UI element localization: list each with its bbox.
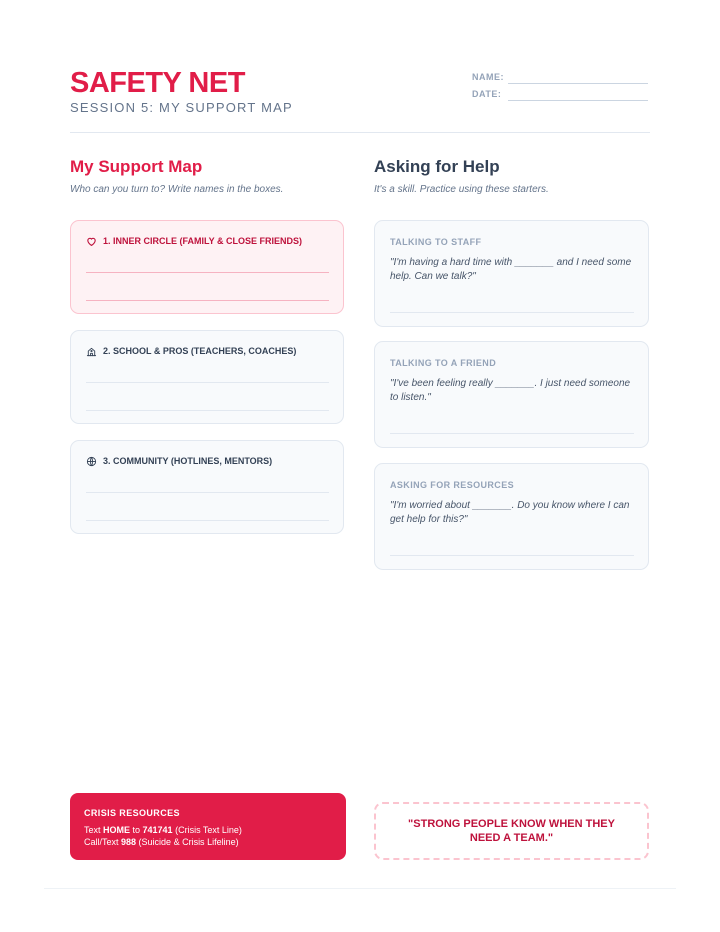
crisis-call-prefix: Call/Text: [84, 837, 122, 847]
inner-circle-box[interactable]: [70, 220, 344, 314]
school-pros-title: [86, 345, 296, 357]
school-pros-box[interactable]: [70, 330, 344, 424]
date-line: [508, 100, 648, 101]
name-field[interactable]: [472, 71, 650, 87]
help-card-friend[interactable]: [374, 341, 649, 448]
crisis-text-line: [84, 824, 332, 836]
community-label: 3. COMMUNITY (HOTLINES, MENTORS): [103, 456, 273, 466]
name-label: NAME:: [472, 72, 504, 82]
motto-quote-box: [374, 802, 649, 860]
write-line: [86, 520, 329, 521]
write-line: [86, 410, 329, 411]
crisis-text-keyword: HOME: [103, 825, 131, 835]
community-box[interactable]: [70, 440, 344, 534]
crisis-lifeline: [84, 836, 332, 848]
worksheet-page: [70, 0, 650, 932]
write-line: [390, 555, 634, 556]
page-subtitle: SESSION 5: MY SUPPORT MAP: [70, 100, 293, 115]
help-card-quote: "I'm having a hard time with _______ and I need some help. Can we talk?": [390, 257, 632, 282]
crisis-resources-box: [70, 793, 346, 860]
date-label: DATE:: [472, 89, 502, 99]
school-icon: [86, 346, 97, 357]
motto-quote: "STRONG PEOPLE KNOW WHEN THEY NEED A TEAM.": [408, 818, 615, 844]
crisis-resources-title: CRISIS RESOURCES: [84, 808, 180, 818]
inner-circle-label: 1. INNER CIRCLE (FAMILY & CLOSE FRIENDS): [103, 236, 303, 246]
write-line: [86, 492, 329, 493]
crisis-text-suffix: (Crisis Text Line): [172, 825, 242, 835]
help-card-quote: "I'm worried about _______. Do you know where I can get help for this?": [390, 500, 630, 525]
write-line: [86, 300, 329, 301]
write-line: [86, 272, 329, 273]
school-pros-label: 2. SCHOOL & PROS (TEACHERS, COACHES): [103, 346, 297, 356]
crisis-call-suffix: (Suicide & Crisis Lifeline): [136, 837, 239, 847]
write-line: [390, 312, 634, 313]
community-title: [86, 455, 272, 467]
date-field[interactable]: [472, 88, 650, 104]
crisis-text-prefix: Text: [84, 825, 104, 835]
help-card-label: ASKING FOR RESOURCES: [390, 480, 515, 490]
help-card-resources[interactable]: [374, 463, 649, 570]
crisis-call-number: 988: [121, 837, 137, 847]
help-card-quote: "I've been feeling really _______. I just need someone to listen.": [390, 378, 631, 403]
support-map-heading: My Support Map: [70, 157, 203, 176]
name-line: [508, 83, 648, 84]
write-line: [390, 433, 634, 434]
page-title: SAFETY NET: [70, 67, 245, 99]
inner-circle-title: [86, 235, 302, 247]
support-map-instruction: Who can you turn to? Write names in the boxes.: [70, 184, 284, 195]
footer-divider: [44, 888, 676, 889]
asking-help-instruction: It's a skill. Practice using these starters.: [374, 184, 549, 195]
globe-icon: [86, 456, 97, 467]
help-card-staff[interactable]: [374, 220, 649, 327]
crisis-text-number: 741741: [142, 825, 173, 835]
write-line: [86, 382, 329, 383]
header-divider: [70, 132, 650, 133]
help-card-label: TALKING TO STAFF: [390, 237, 482, 247]
help-card-label: TALKING TO A FRIEND: [390, 358, 497, 368]
crisis-text-mid: to: [130, 825, 143, 835]
asking-help-heading: Asking for Help: [374, 157, 500, 176]
heart-icon: [86, 236, 97, 247]
